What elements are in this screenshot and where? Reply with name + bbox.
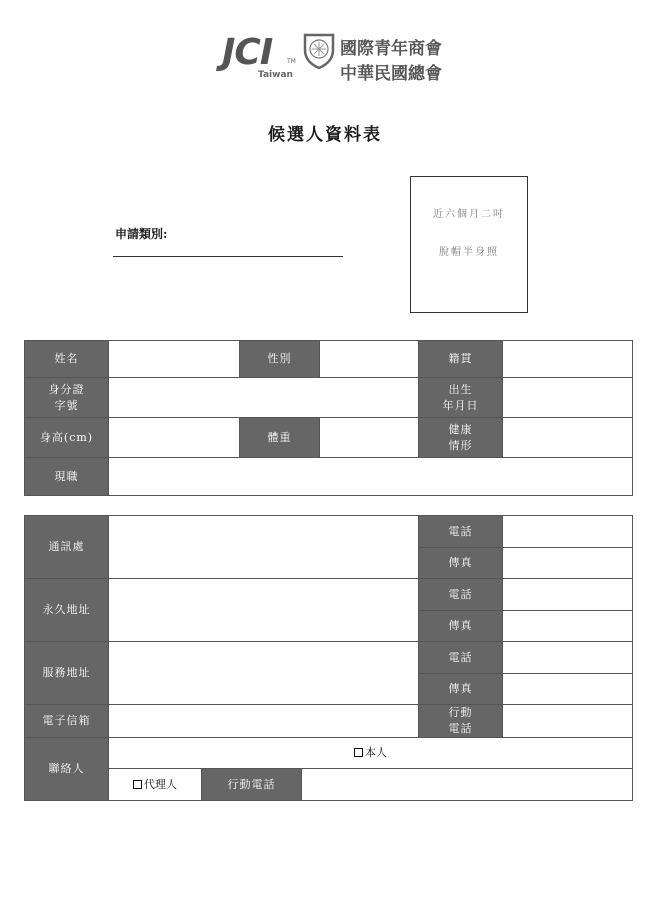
jci-logo [222, 30, 462, 82]
permanent-address-field[interactable] [109, 579, 419, 642]
mailing-phone-label: 電話 [419, 516, 503, 548]
id-number-label-line2: 字號 [54, 398, 79, 412]
work-fax-label: 傳真 [419, 674, 503, 705]
photo-instruction-line2: 脫帽半身照 [439, 247, 499, 258]
occupation-field[interactable] [109, 458, 633, 496]
document-title: 候選人資料表 [268, 125, 382, 145]
weight-label: 體重 [240, 418, 320, 458]
id-number-field[interactable] [109, 378, 419, 418]
email-label: 電子信箱 [25, 705, 109, 738]
application-category-field[interactable] [113, 256, 343, 257]
birth-date-label-line2: 年月日 [442, 398, 479, 412]
id-number-label-line1: 身分證 [48, 382, 85, 396]
self-option-label: 本人 [365, 746, 387, 759]
native-place-label: 籍貫 [419, 341, 503, 378]
mobile-phone-label-line2: 電話 [448, 722, 473, 735]
work-address-field[interactable] [109, 642, 419, 705]
jci-emblem-icon [302, 32, 336, 70]
mailing-address-field[interactable] [109, 516, 419, 579]
health-field[interactable] [503, 418, 633, 458]
agent-option-label: 代理人 [144, 777, 177, 791]
work-fax-field[interactable] [503, 674, 633, 705]
contact-self-option[interactable] [109, 738, 633, 769]
name-field[interactable] [109, 341, 240, 378]
permanent-address-label: 永久地址 [25, 579, 109, 642]
health-label-line1: 健康 [448, 422, 473, 436]
contact-agent-option[interactable] [109, 769, 202, 801]
birth-date-label [419, 378, 503, 418]
mailing-address-label: 通訊處 [25, 516, 109, 579]
permanent-fax-field[interactable] [503, 611, 633, 642]
personal-info-table [24, 340, 633, 496]
permanent-fax-label: 傳真 [419, 611, 503, 642]
mobile-phone-field[interactable] [503, 705, 633, 738]
gender-label: 性別 [240, 341, 320, 378]
height-field[interactable] [109, 418, 240, 458]
birth-date-label-line1: 出生 [448, 382, 473, 396]
name-label: 姓名 [25, 341, 109, 378]
health-label-line2: 情形 [448, 438, 473, 452]
contact-person-label: 聯絡人 [25, 738, 109, 801]
photo-box[interactable] [410, 176, 528, 313]
native-place-field[interactable] [503, 341, 633, 378]
agent-checkbox[interactable] [133, 780, 142, 789]
height-label: 身高(cm) [25, 418, 109, 458]
mailing-phone-field[interactable] [503, 516, 633, 548]
logo-trademark: TM [287, 58, 296, 65]
mobile-phone-label [419, 705, 503, 738]
agent-mobile-label: 行動電話 [202, 769, 302, 801]
contact-info-table [24, 515, 633, 801]
mailing-fax-field[interactable] [503, 548, 633, 579]
self-checkbox[interactable] [354, 748, 363, 757]
agent-mobile-field[interactable] [302, 769, 633, 801]
gender-field[interactable] [320, 341, 419, 378]
work-address-label: 服務地址 [25, 642, 109, 705]
application-category-label: 申請類別: [115, 227, 168, 241]
logo-taiwan-text: Taiwan [258, 70, 293, 80]
work-phone-label: 電話 [419, 642, 503, 674]
logo-chinese-line1: 國際青年商會 [340, 39, 442, 59]
photo-instruction-line1: 近六個月二吋 [433, 209, 505, 220]
email-field[interactable] [109, 705, 419, 738]
logo-chinese-line2: 中華民國總會 [340, 64, 442, 84]
mailing-fax-label: 傳真 [419, 548, 503, 579]
occupation-label: 現職 [25, 458, 109, 496]
logo-jci-text: JCI [222, 32, 273, 73]
id-number-label [25, 378, 109, 418]
mobile-phone-label-line1: 行動 [448, 706, 473, 719]
work-phone-field[interactable] [503, 642, 633, 674]
birth-date-field[interactable] [503, 378, 633, 418]
permanent-phone-label: 電話 [419, 579, 503, 611]
weight-field[interactable] [320, 418, 419, 458]
health-label [419, 418, 503, 458]
permanent-phone-field[interactable] [503, 579, 633, 611]
